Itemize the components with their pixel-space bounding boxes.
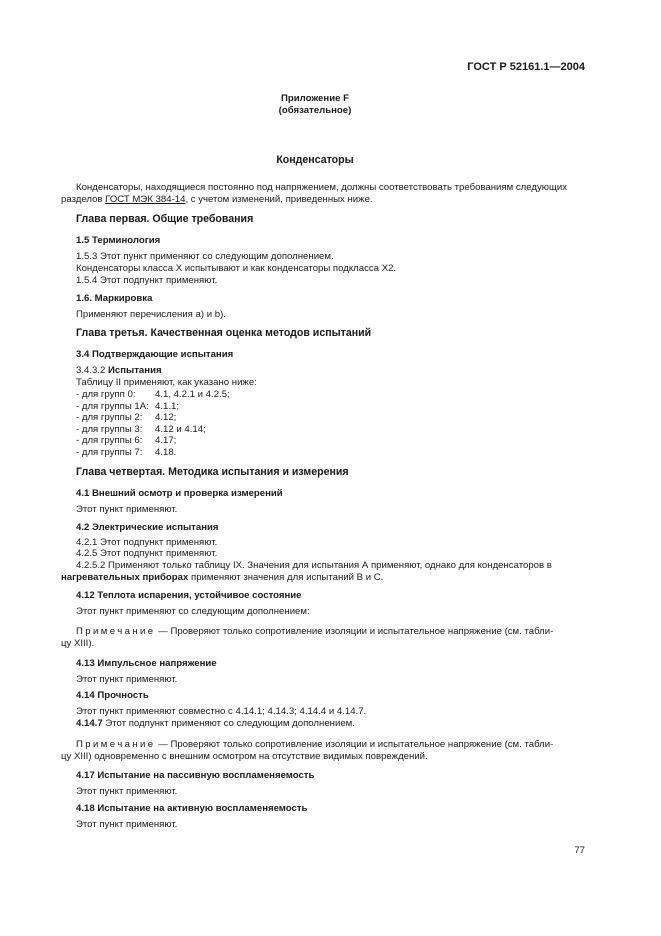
section-4-18-title: 4.18 Испытание на активную воспламеняемость	[76, 803, 308, 814]
page-number: 77	[574, 845, 585, 856]
chapter-3-title: Глава третья. Качественная оценка методов испытаний	[76, 327, 372, 339]
section-4-14-title: 4.14 Прочность	[76, 690, 149, 701]
standard-reference-link[interactable]: ГОСТ МЭК 384-14	[105, 194, 186, 205]
section-4-17-line-1: Этот пункт применяют.	[76, 786, 178, 797]
section-1-5-line-3: 1.5.4 Этот подпункт применяют.	[76, 275, 218, 286]
section-1-5-line-2: Конденсаторы класса X испытывают и как конденсаторы подкласса X2.	[76, 263, 397, 274]
section-4-18-line-1: Этот пункт применяют.	[76, 819, 178, 830]
group-label: - для группы 7:	[76, 447, 143, 458]
section-4-14-line-2: 4.14.7 Этот подпункт применяют со следующим дополнением.	[76, 718, 355, 729]
group-value: 4.18.	[155, 447, 177, 458]
chapter-4-title: Глава четвертая. Методика испытания и измерения	[76, 466, 349, 478]
section-1-6-line-1: Применяют перечисления а) и b).	[76, 309, 226, 320]
section-1-6-title: 1.6. Маркировка	[76, 293, 153, 304]
section-4-12-note-line-2: цу XIII).	[61, 638, 95, 649]
appendix-title: Приложение F	[281, 93, 349, 104]
group-label: - для группы 2:	[76, 412, 143, 423]
section-3-4-title: 3.4 Подтверждающие испытания	[76, 349, 234, 360]
group-label: - для группы 6:	[76, 435, 143, 446]
section-4-14-note-line-2: цу XIII) одновременно с внешним осмотром на отсутствие видимых повреждений.	[61, 751, 428, 762]
group-value: 4.17;	[155, 435, 177, 446]
appendix-subtitle: (обязательное)	[278, 105, 352, 116]
document-number: ГОСТ Р 52161.1—2004	[467, 61, 585, 73]
group-value: 4.1.1;	[155, 401, 180, 412]
section-4-13-line-1: Этот пункт применяют.	[76, 674, 178, 685]
appendix-heading: Конденсаторы	[276, 154, 354, 166]
section-1-5-line-1: 1.5.3 Этот пункт применяют со следующим дополнением.	[76, 251, 334, 262]
section-4-1-title: 4.1 Внешний осмотр и проверка измерений	[76, 488, 283, 499]
section-4-12-note-line-1: Примечание — Проверяют только сопротивление изоляции и испытательное напряжение (см. табли-	[76, 626, 554, 637]
section-4-2-line-4: нагревательных приборах применяют значения для испытаний В и С.	[61, 572, 384, 583]
section-4-12-line-1: Этот пункт применяют со следующим дополнением:	[76, 606, 310, 617]
section-4-2-line-2: 4.2.5 Этот подпункт применяют.	[76, 548, 218, 559]
section-4-14-note-line-1: Примечание — Проверяют только сопротивление изоляции и испытательное напряжение (см. табли-	[76, 739, 554, 750]
section-1-5-title: 1.5 Терминология	[76, 235, 161, 246]
section-3-4-line-1: Таблицу II применяют, как указано ниже:	[76, 377, 257, 388]
group-value: 4.12 и 4.14;	[155, 424, 206, 435]
group-value: 4.12;	[155, 412, 177, 423]
subsection-3-4-3-2-title: 3.4.3.2 Испытания	[76, 365, 162, 376]
intro-line-2: разделов ГОСТ МЭК 384-14, с учетом изменений, приведенных ниже.	[61, 194, 373, 205]
section-4-14-line-1: Этот пункт применяют совместно с 4.14.1; 4.14.3; 4.14.4 и 4.14.7.	[76, 706, 367, 717]
section-4-13-title: 4.13 Импульсное напряжение	[76, 658, 217, 669]
section-4-2-line-3: 4.2.5.2 Применяют только таблицу IX. Значения для испытания А применяют, однако для конденсаторов в	[76, 560, 552, 571]
section-4-2-line-1: 4.2.1 Этот подпункт применяют.	[76, 537, 218, 548]
section-4-12-title: 4.12 Теплота испарения, устойчивое состояние	[76, 590, 302, 601]
section-4-2-title: 4.2 Электрические испытания	[76, 522, 219, 533]
intro-line-1: Конденсаторы, находящиеся постоянно под напряжением, должны соответствовать требованиям следующих	[76, 182, 568, 193]
group-label: - для групп 0:	[76, 389, 136, 400]
group-label: - для группы 1А:	[76, 401, 149, 412]
group-label: - для группы 3:	[76, 424, 143, 435]
group-value: 4.1, 4.2.1 и 4.2.5;	[155, 389, 230, 400]
section-4-17-title: 4.17 Испытание на пассивную воспламеняемость	[76, 770, 315, 781]
section-4-1-line-1: Этот пункт применяют.	[76, 504, 178, 515]
chapter-1-title: Глава первая. Общие требования	[76, 213, 254, 225]
